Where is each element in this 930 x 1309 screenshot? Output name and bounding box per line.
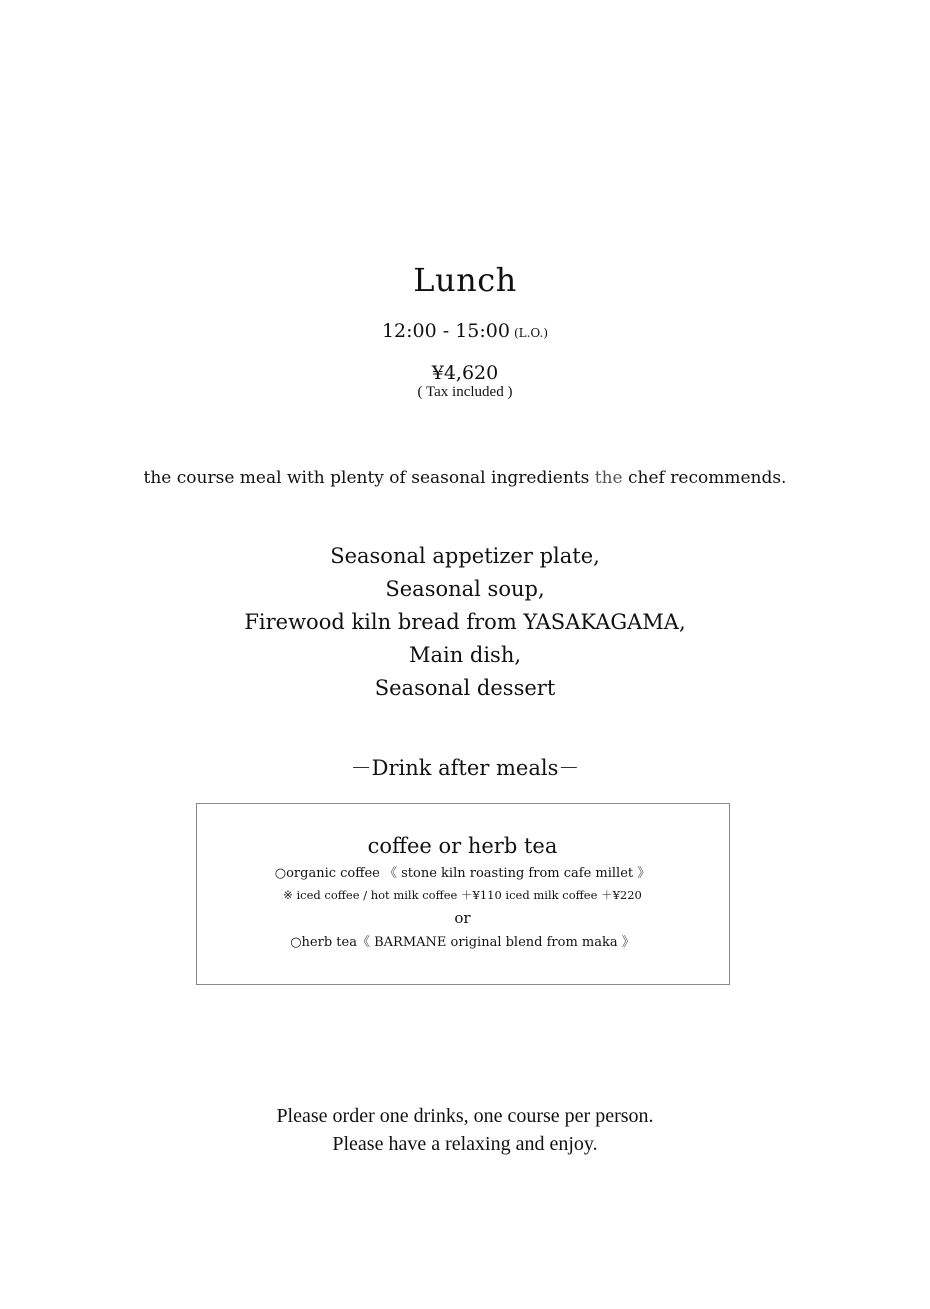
- course-item-main: Main dish,: [408, 643, 522, 667]
- drink-options-box: [196, 803, 730, 985]
- last-order-note: (L.O.): [513, 326, 549, 340]
- opening-hours: [0, 318, 930, 346]
- hours-range: 12:00 - 15:00: [381, 320, 510, 342]
- course-price: ¥4,620: [431, 362, 499, 384]
- drink-or-label: or: [454, 909, 471, 927]
- intro-text-muted: the: [594, 468, 623, 488]
- intro-text-end: chef recommends.: [628, 468, 787, 488]
- drink-option-tea: ○herb tea《 BARMANE original blend from maka 》: [290, 935, 635, 950]
- course-list: [0, 540, 930, 705]
- course-item-dessert: Seasonal dessert: [374, 676, 556, 700]
- footer-line-enjoy: Please have a relaxing and enjoy.: [332, 1133, 598, 1155]
- course-item-bread: Firewood kiln bread from YASAKAGAMA,: [244, 610, 686, 634]
- tax-note: ( Tax included ): [417, 384, 513, 400]
- footer-line-order: Please order one drinks, one course per person.: [276, 1105, 654, 1127]
- drink-option-coffee: ○organic coffee 《 stone kiln roasting from cafe millet 》: [274, 866, 651, 881]
- drink-heading: －Drink after meals－: [350, 756, 580, 780]
- menu-title: Lunch: [413, 261, 517, 299]
- intro-text: the course meal with plenty of seasonal ingredients: [143, 468, 590, 488]
- course-description: [0, 466, 930, 490]
- drink-box-title: coffee or herb tea: [367, 834, 558, 858]
- footer-notes: [0, 1102, 930, 1158]
- drink-coffee-note: ※ iced coffee / hot milk coffee ＋¥110 iced milk coffee ＋¥220: [283, 888, 642, 902]
- course-item-soup: Seasonal soup,: [385, 577, 545, 601]
- course-item-appetizer: Seasonal appetizer plate,: [330, 544, 600, 568]
